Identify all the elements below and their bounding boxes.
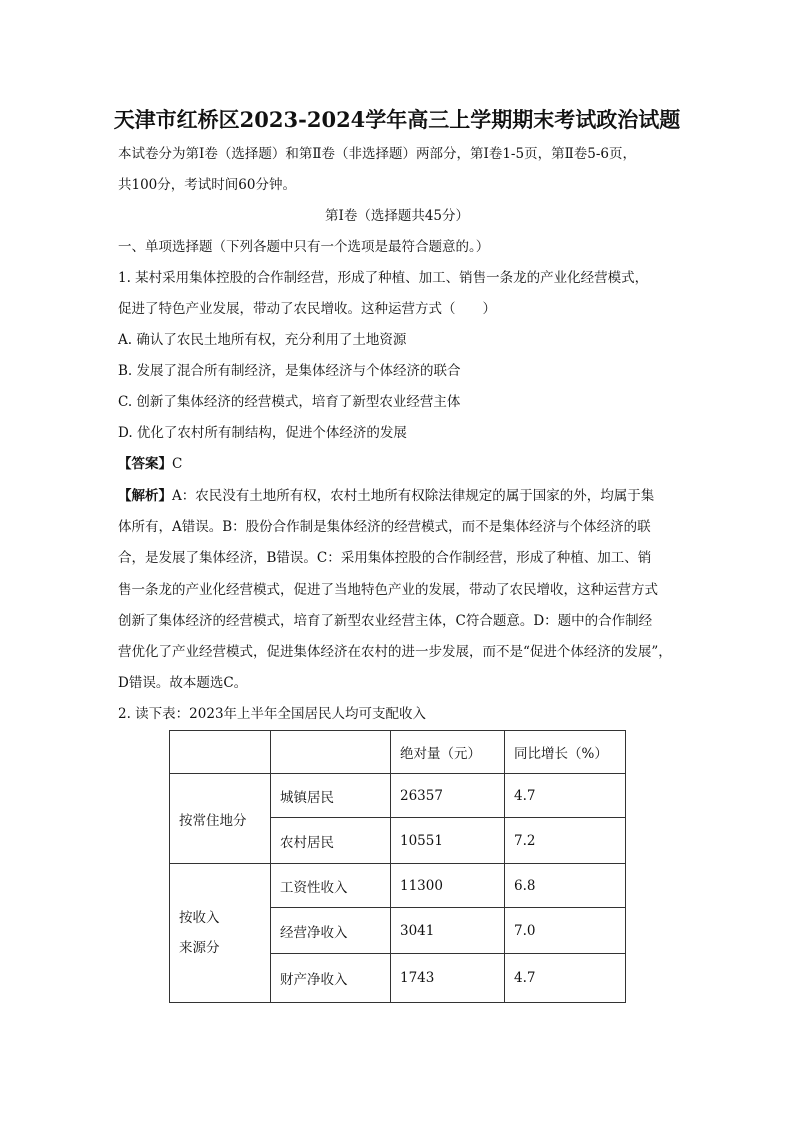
row-absolute: 11300 xyxy=(391,864,505,908)
table-row xyxy=(170,774,626,818)
answer-value: C xyxy=(172,456,183,472)
group-label-source xyxy=(170,864,271,1003)
income-table xyxy=(169,730,626,1003)
row-label: 经营净收入 xyxy=(271,908,391,954)
q1-option-c: C. 创新了集体经济的经营模式，培育了新型农业经营主体 xyxy=(118,394,461,410)
q1-stem-line-1: 1. 某村采用集体控股的合作制经营，形成了种植、加工、销售一条龙的产业化经营模式， xyxy=(118,270,649,286)
q1-option-b: B. 发展了混合所有制经济，是集体经济与个体经济的联合 xyxy=(118,363,461,379)
row-label: 农村居民 xyxy=(271,818,391,864)
group-label-residence: 按常住地分 xyxy=(170,774,271,864)
table-row xyxy=(170,864,626,908)
q1-analysis-line-6: 营优化了产业经营模式，促进集体经济在农村的进一步发展，而不是“促进个体经济的发展”， xyxy=(118,644,672,660)
q1-analysis-line-1 xyxy=(118,486,698,506)
q1-analysis-line-5: 创新了集体经济的经营模式，培育了新型农业经营主体，C符合题意。D：题中的合作制经 xyxy=(118,613,653,629)
row-label: 城镇居民 xyxy=(271,774,391,818)
q2-stem: 2. 读下表：2023年上半年全国居民人均可支配收入 xyxy=(118,706,427,722)
intro-line-1: 本试卷分为第Ⅰ卷（选择题）和第Ⅱ卷（非选择题）两部分，第Ⅰ卷1-5页，第Ⅱ卷5-6页， xyxy=(118,146,636,162)
row-absolute: 10551 xyxy=(391,818,505,864)
header-growth: 同比增长（%） xyxy=(505,731,626,774)
analysis-label: 【解析】 xyxy=(118,488,172,504)
intro-line-2: 共100分，考试时间60分钟。 xyxy=(118,177,296,193)
row-growth: 6.8 xyxy=(505,864,626,908)
group-label-source-line-2: 来源分 xyxy=(179,940,220,956)
analysis-text-1: A：农民没有土地所有权，农村土地所有权除法律规定的属于国家的外，均属于集 xyxy=(172,488,655,504)
row-absolute: 3041 xyxy=(391,908,505,954)
row-absolute: 1743 xyxy=(391,954,505,1003)
header-absolute: 绝对量（元） xyxy=(391,731,505,774)
header-blank-cell xyxy=(271,731,391,774)
table-header-row xyxy=(170,731,626,774)
q1-option-a: A. 确认了农民土地所有权，充分利用了土地资源 xyxy=(118,332,407,348)
section-title: 第Ⅰ卷（选择题共45分） xyxy=(324,208,469,224)
q1-stem-line-2: 促进了特色产业发展，带动了农民增收。这种运营方式（ ） xyxy=(118,301,496,317)
row-growth: 7.0 xyxy=(505,908,626,954)
row-growth: 4.7 xyxy=(505,774,626,818)
document-title: 天津市红桥区2023-2024学年高三上学期期末考试政治试题 xyxy=(113,107,681,132)
row-label: 工资性收入 xyxy=(271,864,391,908)
part-heading: 一、单项选择题（下列各题中只有一个选项是最符合题意的。） xyxy=(118,239,490,255)
row-growth: 7.2 xyxy=(505,818,626,864)
q1-option-d: D. 优化了农村所有制结构，促进个体经济的发展 xyxy=(118,425,407,441)
answer-label: 【答案】 xyxy=(118,456,172,472)
row-growth: 4.7 xyxy=(505,954,626,1003)
q1-analysis-line-2: 体所有，A错误。B：股份合作制是集体经济的经营模式，而不是集体经济与个体经济的联 xyxy=(118,519,651,535)
row-absolute: 26357 xyxy=(391,774,505,818)
q1-answer xyxy=(118,454,698,474)
q1-analysis-line-7: D错误。故本题选C。 xyxy=(118,675,248,691)
q1-analysis-line-3: 合，是发展了集体经济，B错误。C：采用集体控股的合作制经营，形成了种植、加工、销 xyxy=(118,550,652,566)
group-label-source-line-1: 按收入 xyxy=(179,910,220,926)
row-label: 财产净收入 xyxy=(271,954,391,1003)
q1-analysis-line-4: 售一条龙的产业化经营模式，促进了当地特色产业的发展，带动了农民增收，这种运营方式 xyxy=(118,582,658,598)
header-blank-cell xyxy=(170,731,271,774)
